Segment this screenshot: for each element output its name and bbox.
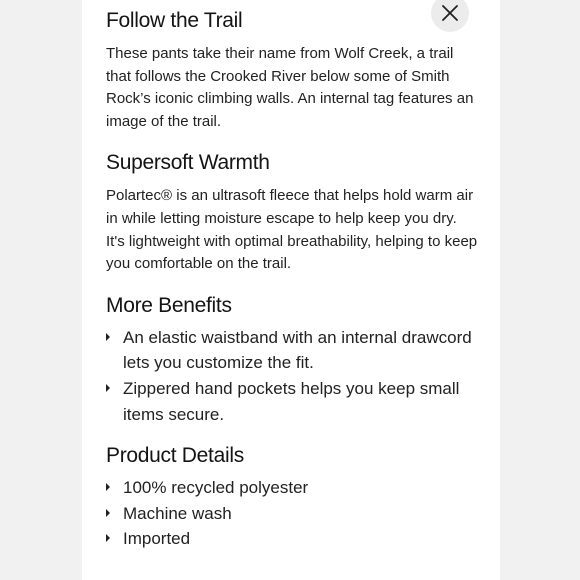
- details-list: [106, 475, 478, 552]
- section-body: Polartec® is an ultrasoft fleece that helps hold warm air in while letting moisture escape to help keep you dry. It's lightweight with optimal breathability, helping to keep you comfortable on the trail.: [106, 187, 478, 273]
- section-follow-the-trail: [106, 8, 478, 133]
- list-item: [106, 325, 478, 376]
- section-supersoft-warmth: [106, 150, 478, 275]
- bullet-icon: [106, 384, 110, 392]
- list-item: [106, 376, 478, 427]
- list-item: [106, 526, 478, 552]
- section-heading: Follow the Trail: [106, 9, 243, 32]
- section-product-details: [106, 443, 478, 552]
- section-more-benefits: [106, 293, 478, 427]
- product-info-panel: [82, 0, 500, 580]
- section-body: These pants take their name from Wolf Creek, a trail that follows the Crooked River below some of Smith Rock’s iconic climbing walls. An internal tag features an image of the trail.: [106, 45, 474, 130]
- list-item-text: 100% recycled polyester: [123, 478, 309, 498]
- benefits-list: [106, 325, 478, 427]
- list-item-text: Zippered hand pockets helps you keep small items secure.: [123, 378, 460, 424]
- bullet-icon: [106, 509, 110, 517]
- list-item-text: Imported: [123, 529, 191, 549]
- list-item: [106, 501, 478, 527]
- bullet-icon: [106, 333, 110, 341]
- section-heading: More Benefits: [106, 293, 232, 317]
- list-item: [106, 475, 478, 501]
- list-item-text: An elastic waistband with an internal drawcord lets you customize the fit.: [123, 327, 472, 373]
- section-heading: Product Details: [106, 444, 244, 468]
- bullet-icon: [106, 483, 110, 491]
- section-heading: Supersoft Warmth: [106, 151, 270, 175]
- product-description: [106, 8, 478, 552]
- bullet-icon: [106, 534, 110, 542]
- list-item-text: Machine wash: [123, 503, 232, 523]
